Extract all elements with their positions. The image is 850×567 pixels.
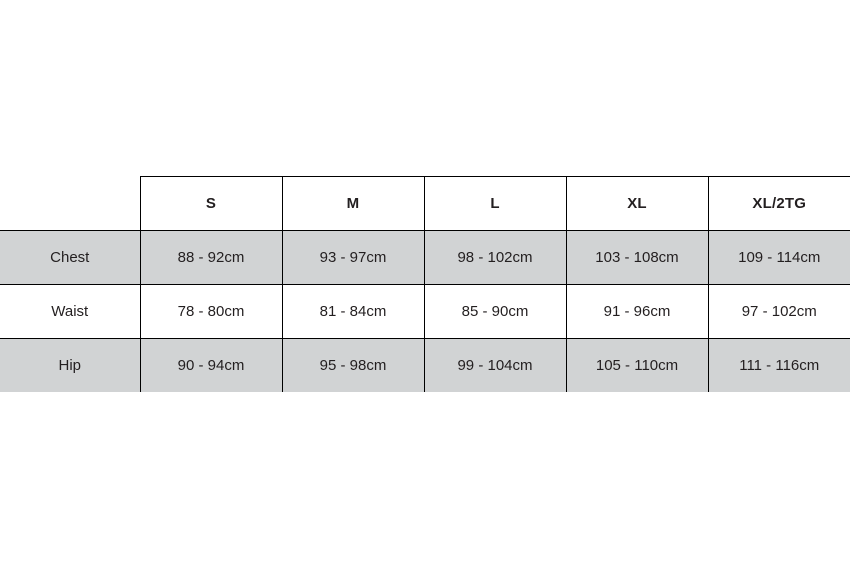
row-label-hip: Hip: [0, 339, 140, 393]
cell-chest-l: 98 - 102cm: [424, 231, 566, 285]
table-header: [0, 177, 850, 231]
table-row: [0, 231, 850, 285]
table-header-row: [0, 177, 850, 231]
cell-chest-xl2tg: 109 - 114cm: [708, 231, 850, 285]
cell-hip-xl2tg: 111 - 116cm: [708, 339, 850, 393]
column-header-s: S: [140, 177, 282, 231]
table-corner-cell: [0, 177, 140, 231]
cell-chest-m: 93 - 97cm: [282, 231, 424, 285]
cell-waist-xl: 91 - 96cm: [566, 285, 708, 339]
cell-waist-m: 81 - 84cm: [282, 285, 424, 339]
column-header-l: L: [424, 177, 566, 231]
column-header-xl2tg: XL/2TG: [708, 177, 850, 231]
size-chart-table: [0, 176, 850, 392]
row-label-waist: Waist: [0, 285, 140, 339]
cell-hip-m: 95 - 98cm: [282, 339, 424, 393]
cell-hip-l: 99 - 104cm: [424, 339, 566, 393]
table-body: [0, 231, 850, 393]
cell-hip-xl: 105 - 110cm: [566, 339, 708, 393]
column-header-m: M: [282, 177, 424, 231]
cell-waist-s: 78 - 80cm: [140, 285, 282, 339]
cell-waist-l: 85 - 90cm: [424, 285, 566, 339]
column-header-xl: XL: [566, 177, 708, 231]
cell-hip-s: 90 - 94cm: [140, 339, 282, 393]
cell-chest-s: 88 - 92cm: [140, 231, 282, 285]
cell-waist-xl2tg: 97 - 102cm: [708, 285, 850, 339]
table-row: [0, 339, 850, 393]
size-chart-table-wrapper: [0, 176, 850, 392]
row-label-chest: Chest: [0, 231, 140, 285]
cell-chest-xl: 103 - 108cm: [566, 231, 708, 285]
table-row: [0, 285, 850, 339]
